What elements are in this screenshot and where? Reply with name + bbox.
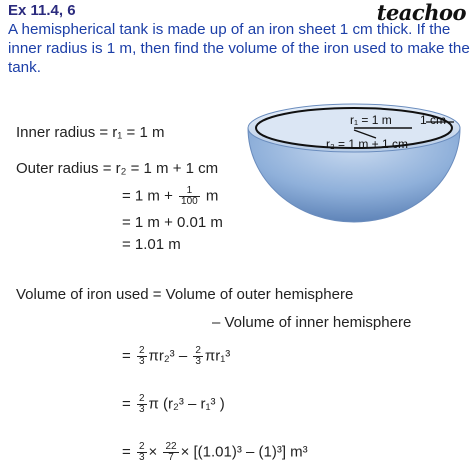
fraction-denominator: 3 xyxy=(138,452,145,463)
fraction-22-7 xyxy=(163,442,178,463)
step1-line xyxy=(122,186,218,207)
fraction-numerator: 2 xyxy=(138,345,145,356)
fraction-2-3 xyxy=(137,394,147,415)
brand-logo: teachoo xyxy=(376,0,466,25)
fraction-2-3 xyxy=(193,346,203,367)
equals-sign: = xyxy=(122,395,131,413)
equals-sign: = xyxy=(122,347,131,365)
inner-radius-line: Inner radius = r₁ = 1 m xyxy=(16,124,165,141)
equals-sign: = xyxy=(122,443,131,461)
fraction-denominator: 7 xyxy=(168,452,174,463)
volume-line-2: – Volume of inner hemisphere xyxy=(212,314,412,331)
fraction-numerator: 1 xyxy=(179,186,200,197)
fraction-2-3 xyxy=(137,346,147,367)
volume-line-1: Volume of iron used = Volume of outer hemisphere xyxy=(16,286,354,303)
step3-line: = 1.01 m xyxy=(122,236,181,253)
fraction-1-100 xyxy=(179,186,200,207)
formula-1-end: πr₁³ xyxy=(204,347,231,365)
formula-line-3 xyxy=(122,442,308,463)
times-sign: × xyxy=(148,443,158,461)
fraction-2-3 xyxy=(137,442,147,463)
fraction-denominator: 3 xyxy=(138,356,145,367)
fraction-numerator: 2 xyxy=(138,393,145,404)
label-r2: r₂ = 1 m + 1 cm xyxy=(326,137,409,151)
exercise-title: Ex 11.4, 6 xyxy=(8,2,76,19)
formula-1-middle: πr₂³ – xyxy=(148,347,188,365)
formula-3-end: × [(1.01)³ – (1)³] m³ xyxy=(180,443,308,461)
formula-2-end: π (r₂³ – r₁³ ) xyxy=(148,395,225,413)
fraction-numerator: 2 xyxy=(138,441,145,452)
fraction-numerator: 22 xyxy=(165,441,177,452)
fraction-denominator: 3 xyxy=(195,356,201,367)
step2-line: = 1 m + 0.01 m xyxy=(122,214,223,231)
fraction-denominator: 3 xyxy=(138,404,145,415)
formula-line-1 xyxy=(122,346,230,367)
step1-post: m xyxy=(205,187,219,205)
fraction-numerator: 2 xyxy=(195,345,201,356)
label-r1: r₁ = 1 m xyxy=(350,113,392,127)
fraction-denominator: 100 xyxy=(181,196,198,207)
formula-line-2 xyxy=(122,394,225,415)
step1-pre: = 1 m + xyxy=(122,187,173,205)
label-thickness: 1 cm xyxy=(420,113,447,127)
hemisphere-tank-figure xyxy=(240,100,470,225)
outer-radius-line-text: Outer radius = r₂ = 1 m + 1 cm xyxy=(16,160,219,177)
question-text: A hemispherical tank is made up of an iron sheet 1 cm thick. If the inner radius is 1 m, then find the volume of the iron used to make the tank. xyxy=(8,21,470,76)
